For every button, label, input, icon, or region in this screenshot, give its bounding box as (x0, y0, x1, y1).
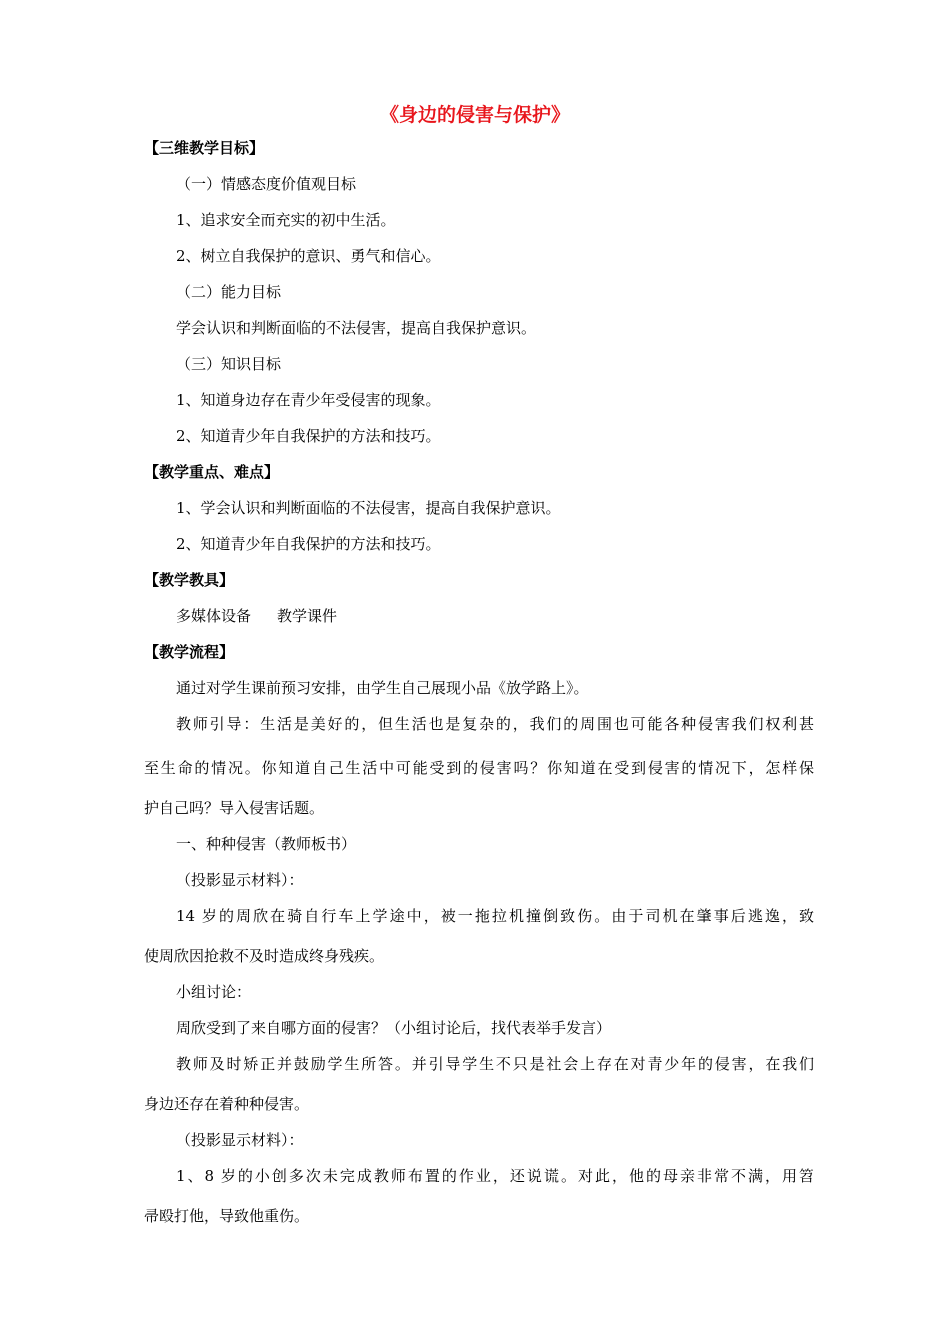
process-paragraph-line: 护自己吗？导入侵害话题。 (144, 799, 325, 817)
process-heading: 【教学流程】 (144, 643, 235, 661)
process-paragraph: 小组讨论： (176, 983, 252, 1001)
goals-sub2-text: 学会认识和判断面临的不法侵害，提高自我保护意识。 (176, 319, 537, 337)
key-point-item: 2、知道青少年自我保护的方法和技巧。 (176, 535, 441, 553)
process-paragraph-line: 至生命的情况。你知道自己生活中可能受到的侵害吗？你知道在受到侵害的情况下，怎样保 (144, 759, 814, 777)
process-paragraph-line: 帚殴打他，导致他重伤。 (144, 1207, 310, 1225)
goals-sub1-item: 2、树立自我保护的意识、勇气和信心。 (176, 247, 441, 265)
process-paragraph: 通过对学生课前预习安排，由学生自己展现小品《放学路上》。 (176, 679, 589, 697)
key-points-heading: 【教学重点、难点】 (144, 463, 280, 481)
tool-item: 多媒体设备 (176, 607, 252, 625)
process-paragraph-line: 身边还存在着种种侵害。 (144, 1095, 310, 1113)
goals-sub3-item: 2、知道青少年自我保护的方法和技巧。 (176, 427, 441, 445)
goals-sub3-item: 1、知道身边存在青少年受侵害的现象。 (176, 391, 441, 409)
key-point-item: 1、学会认识和判断面临的不法侵害，提高自我保护意识。 (176, 499, 561, 517)
document-title: 《身边的侵害与保护》 (379, 104, 570, 126)
process-paragraph-line: 1、8 岁的小创多次未完成教师布置的作业，还说谎。对此，他的母亲非常不满，用笤 (176, 1167, 814, 1185)
tool-item: 教学课件 (277, 607, 338, 625)
process-paragraph: 周欣受到了来自哪方面的侵害？（小组讨论后，找代表举手发言） (176, 1019, 612, 1037)
goals-heading: 【三维教学目标】 (144, 139, 265, 157)
goals-sub2: （二）能力目标 (176, 283, 282, 301)
process-paragraph-line: 教师及时矫正并鼓励学生所答。并引导学生不只是社会上存在对青少年的侵害，在我们 (176, 1055, 814, 1073)
process-paragraph: （投影显示材料）： (176, 1131, 304, 1149)
goals-sub1: （一）情感态度价值观目标 (176, 175, 357, 193)
process-paragraph-line: 14 岁的周欣在骑自行车上学途中，被一拖拉机撞倒致伤。由于司机在肇事后逃逸，致 (176, 907, 814, 925)
tools-line (176, 606, 337, 626)
process-paragraph-line: 教师引导：生活是美好的，但生活也是复杂的，我们的周围也可能各种侵害我们权利甚 (176, 715, 814, 733)
goals-sub1-item: 1、追求安全而充实的初中生活。 (176, 211, 396, 229)
process-subheading: 一、种种侵害（教师板书） (176, 835, 357, 853)
process-paragraph-line: 使周欣因抢救不及时造成终身残疾。 (144, 947, 385, 965)
process-paragraph: （投影显示材料）： (176, 871, 304, 889)
tools-heading: 【教学教具】 (144, 571, 235, 589)
goals-sub3: （三）知识目标 (176, 355, 282, 373)
